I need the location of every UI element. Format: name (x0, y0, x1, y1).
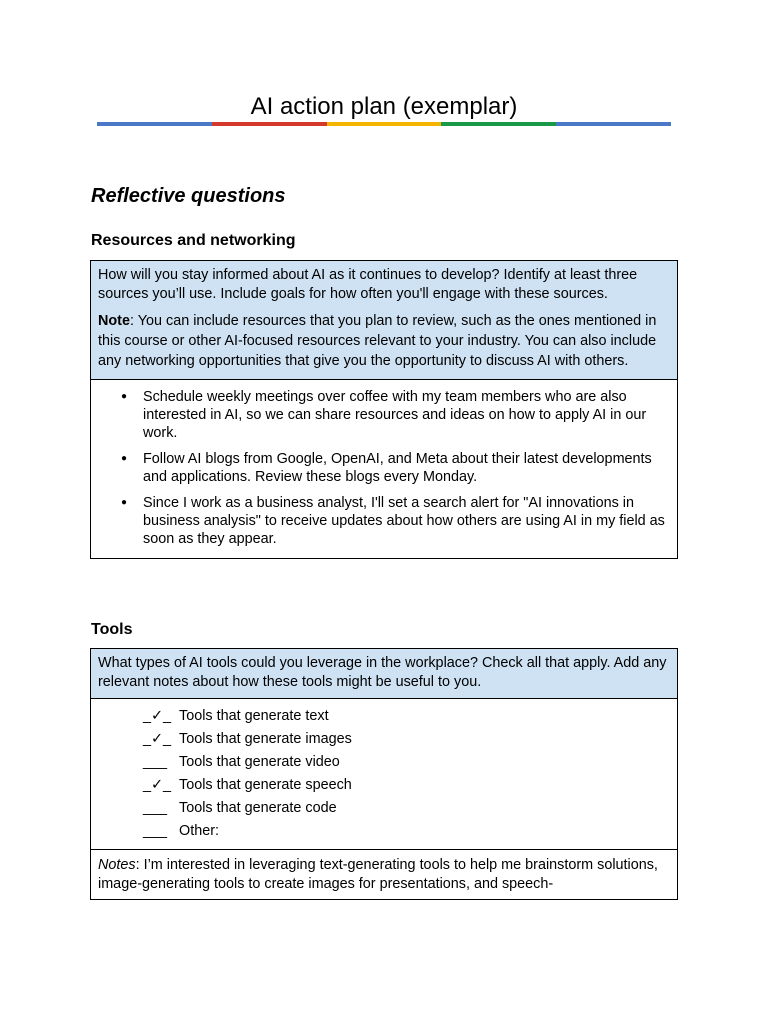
checklist-item (143, 797, 669, 820)
resources-prompt (91, 261, 677, 380)
title-rule (97, 122, 671, 126)
list-item: ● Schedule weekly meetings over coffee with my team members who are also interested in AI, so we can share resources and ideas on how to apply AI in our work. (143, 388, 669, 442)
resources-list (99, 388, 669, 548)
tools-notes (91, 849, 677, 899)
checklist-item (143, 820, 669, 843)
tools-prompt-text: What types of AI tools could you leverage in the workplace? Check all that apply. Add any relevant notes about how these tools might be useful to you. (98, 655, 667, 690)
checklist-label: Tools that generate images (179, 731, 352, 747)
note-text: : You can include resources that you plan to review, such as the ones mentioned in this course or other AI-focused resources relevant to your industry. You can also include any networking opportunities that give you the opportunity to discuss AI with others. (98, 313, 657, 369)
tools-checklist (91, 699, 677, 849)
list-item: ● Follow AI blogs from Google, OpenAI, and Meta about their latest developments and applications. Review these blogs every Monday. (143, 450, 669, 486)
tools-heading: Tools (91, 621, 133, 638)
resources-answers (91, 380, 677, 558)
notes-text: : I’m interested in leveraging text-generating tools to help me brainstorm solutions, image-generating tools to create images for presentations, and speech- (98, 857, 658, 892)
tools-box (90, 648, 678, 900)
checkbox[interactable]: ___ (143, 823, 168, 839)
title-rule-segment (212, 122, 327, 126)
tools-prompt (91, 649, 677, 699)
resources-prompt-text: How will you stay informed about AI as it continues to develop? Identify at least three sources you’ll use. Include goals for how often you'll engage with these sources. (98, 267, 638, 302)
checklist-label: Tools that generate speech (179, 777, 352, 793)
checkbox[interactable]: ___ (143, 800, 168, 816)
checklist-label: Tools that generate text (179, 708, 329, 724)
checklist-item (143, 751, 669, 774)
checklist-item (143, 774, 669, 797)
checklist-item (143, 705, 669, 728)
document-title: AI action plan (exemplar) (250, 93, 518, 120)
checklist-item (143, 728, 669, 751)
checklist-label: Tools that generate code (179, 800, 337, 816)
resources-heading: Resources and networking (91, 232, 296, 249)
notes-label: Notes (98, 857, 136, 873)
checklist-label: Other: (179, 823, 219, 839)
checkbox[interactable]: _✓_ (143, 708, 172, 724)
note-label: Note (98, 313, 130, 329)
title-rule-segment (327, 122, 442, 126)
section-heading: Reflective questions (91, 185, 286, 207)
list-item: ● Since I work as a business analyst, I'll set a search alert for "AI innovations in business analysis" to receive updates about how others are using AI in my field as soon as they appear. (143, 494, 669, 548)
resources-note (98, 311, 670, 371)
title-rule-segment (556, 122, 671, 126)
title-rule-segment (97, 122, 212, 126)
resources-box (90, 260, 678, 559)
checkbox[interactable]: ___ (143, 754, 168, 770)
title-rule-segment (441, 122, 556, 126)
checkbox[interactable]: _✓_ (143, 731, 172, 747)
checklist-label: Tools that generate video (179, 754, 340, 770)
checkbox[interactable]: _✓_ (143, 777, 172, 793)
